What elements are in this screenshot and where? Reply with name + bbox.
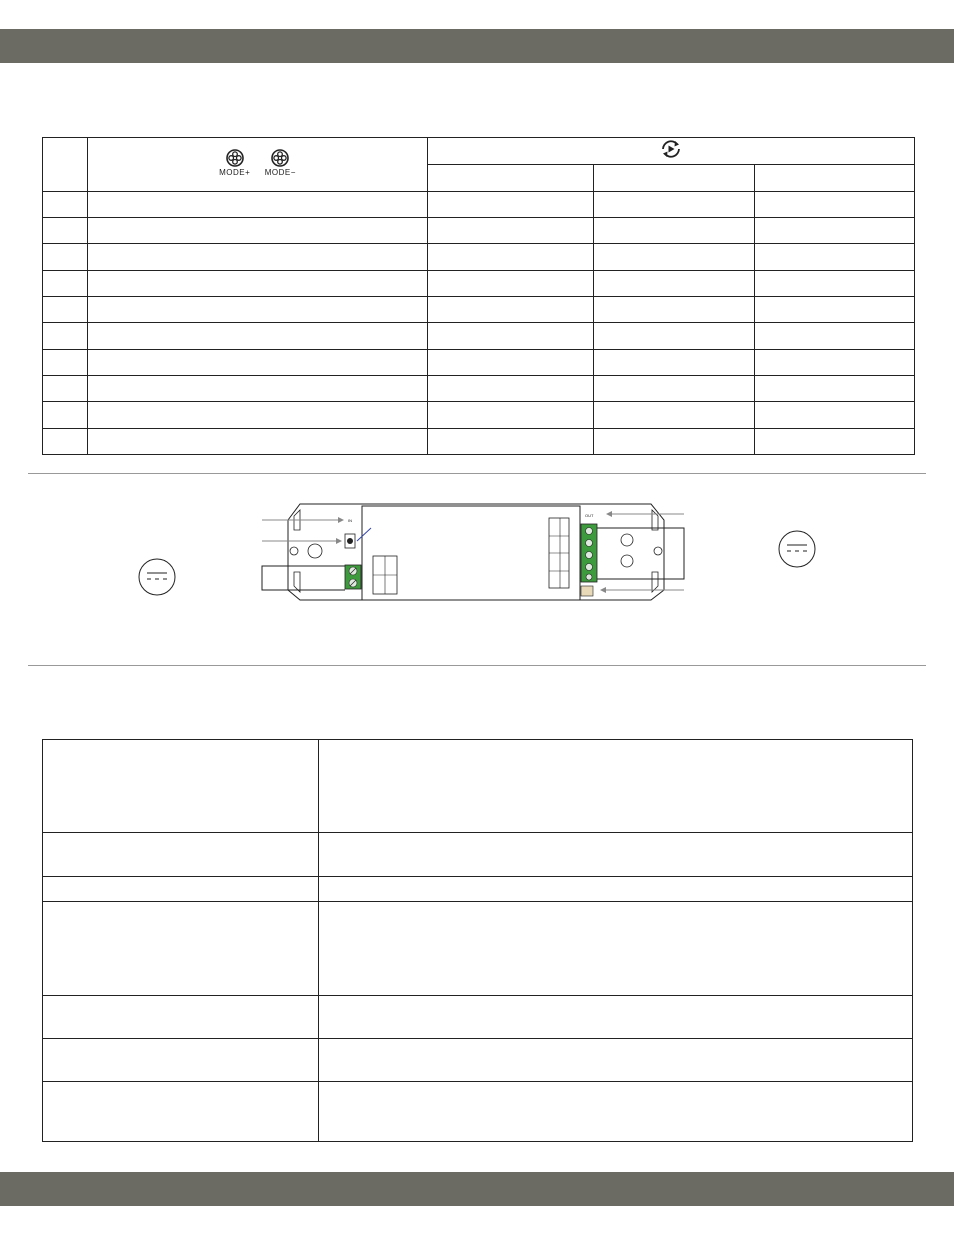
table-cell [594, 375, 755, 401]
wheel-icon [226, 149, 244, 167]
spec-value-cell [319, 1039, 913, 1082]
table-cell [755, 428, 915, 454]
table-cell [88, 375, 428, 401]
section-divider [28, 473, 926, 474]
table-cell [594, 323, 755, 349]
table-row [43, 191, 915, 217]
number-header-cell [43, 138, 88, 192]
svg-text:IN: IN [348, 518, 352, 523]
table-cell [755, 323, 915, 349]
table-row [43, 902, 913, 996]
table-cell [43, 349, 88, 375]
spec-value-cell [319, 902, 913, 996]
table-cell [594, 270, 755, 296]
speed-header-cell [755, 165, 915, 191]
input-terminal [345, 565, 361, 589]
spec-key-cell [43, 1039, 319, 1082]
play-cycle-icon [658, 139, 684, 159]
controller-device [288, 504, 664, 600]
spec-table [42, 739, 913, 1142]
table-cell [428, 191, 594, 217]
cycle-header-cell [428, 138, 915, 165]
table-cell [594, 218, 755, 244]
table-cell [43, 428, 88, 454]
spec-value-cell [319, 1082, 913, 1142]
mode-plus-label: MODE+ [219, 167, 251, 177]
table-row [43, 996, 913, 1039]
section-divider [28, 665, 926, 666]
table-cell [428, 323, 594, 349]
table-cell [428, 428, 594, 454]
spec-key-cell [43, 740, 319, 833]
table-cell [428, 349, 594, 375]
table-cell [43, 375, 88, 401]
table-cell [428, 218, 594, 244]
table-cell [755, 191, 915, 217]
table-cell [88, 191, 428, 217]
table-row [43, 1082, 913, 1142]
table-cell [88, 402, 428, 428]
table-row [43, 244, 915, 270]
mode-buttons-header-cell [88, 138, 428, 192]
dc-output-symbol [779, 531, 815, 567]
table-cell [88, 349, 428, 375]
table-row [43, 833, 913, 877]
spec-value-cell [319, 833, 913, 877]
table-cell [428, 375, 594, 401]
table-cell [755, 218, 915, 244]
table-cell [88, 323, 428, 349]
header-bar [0, 29, 954, 63]
table-row [43, 296, 915, 322]
table-cell [594, 349, 755, 375]
footer-bar [0, 1172, 954, 1206]
table-row [43, 375, 915, 401]
spec-key-cell [43, 877, 319, 902]
table-row [43, 1039, 913, 1082]
table-cell [43, 191, 88, 217]
spec-value-cell [319, 740, 913, 833]
mode-minus-button [265, 149, 296, 177]
table-cell [88, 218, 428, 244]
table-cell [88, 296, 428, 322]
svg-text:OUT: OUT [585, 513, 594, 518]
spec-key-cell [43, 833, 319, 877]
speed-header-cell [594, 165, 755, 191]
table-cell [43, 402, 88, 428]
table-cell [43, 270, 88, 296]
table-cell [755, 296, 915, 322]
table-cell [594, 191, 755, 217]
table-row [43, 218, 915, 244]
table-cell [428, 296, 594, 322]
table-cell [43, 323, 88, 349]
spec-value-cell [319, 877, 913, 902]
table-row [43, 402, 915, 428]
table-row [43, 740, 913, 833]
table-cell [594, 296, 755, 322]
table-cell [755, 270, 915, 296]
table-cell [88, 428, 428, 454]
table-row [43, 323, 915, 349]
table-cell [755, 375, 915, 401]
table-cell [594, 428, 755, 454]
mode-table [42, 137, 915, 455]
wiring-diagram [0, 480, 954, 630]
table-cell [43, 218, 88, 244]
table-cell [428, 402, 594, 428]
table-row [43, 349, 915, 375]
table-row [43, 270, 915, 296]
dc-input-symbol [139, 559, 175, 595]
table-cell [43, 244, 88, 270]
spec-key-cell [43, 1082, 319, 1142]
output-terminal [581, 524, 597, 582]
table-cell [755, 349, 915, 375]
table-cell [755, 402, 915, 428]
table-cell [594, 244, 755, 270]
table-cell [43, 296, 88, 322]
table-cell [755, 244, 915, 270]
table-cell [88, 244, 428, 270]
table-row [43, 877, 913, 902]
mode-table-header-row [43, 138, 915, 165]
wheel-icon [271, 149, 289, 167]
table-cell [88, 270, 428, 296]
spec-key-cell [43, 902, 319, 996]
mode-plus-button [219, 149, 250, 177]
speed-header-cell [428, 165, 594, 191]
table-row [43, 428, 915, 454]
mode-minus-label: MODE− [264, 167, 296, 177]
table-cell [594, 402, 755, 428]
table-cell [428, 270, 594, 296]
spec-key-cell [43, 996, 319, 1039]
table-cell [428, 244, 594, 270]
spec-value-cell [319, 996, 913, 1039]
